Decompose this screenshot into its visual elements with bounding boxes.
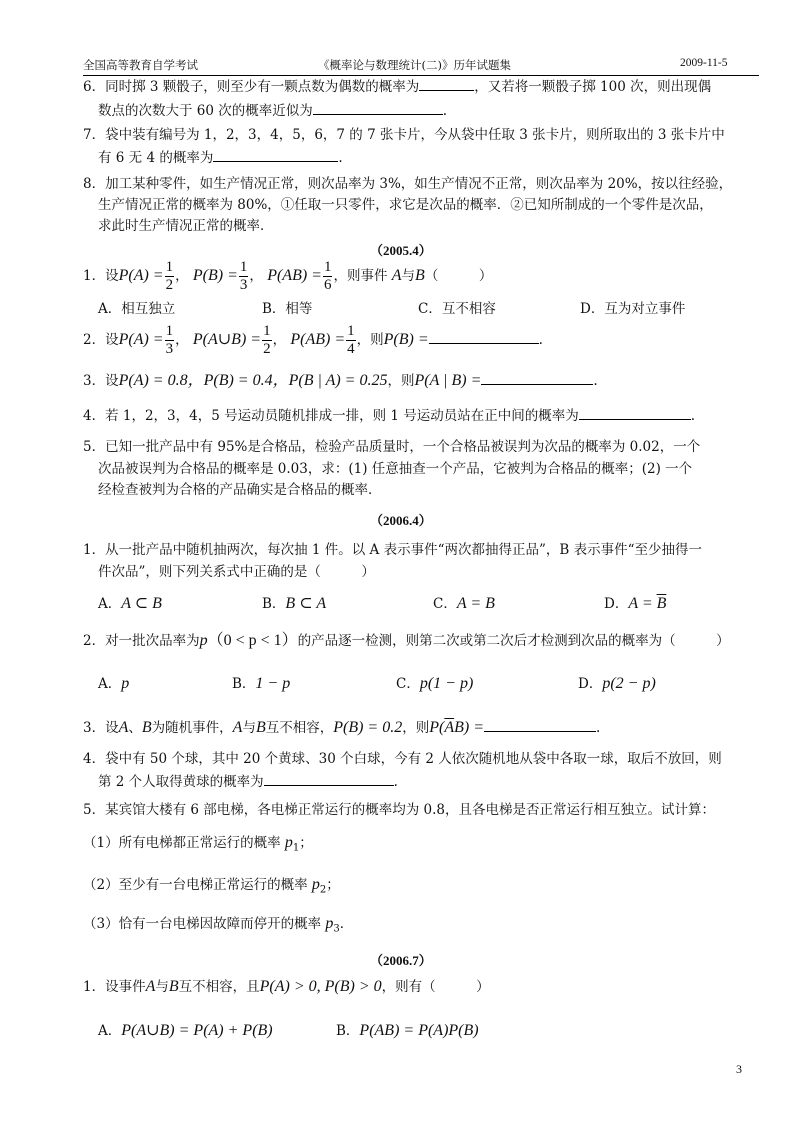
math-expr: P(A) > 0, P(B) > 0 — [259, 978, 382, 995]
2005-question-5-line2: 次品被误判为合格品的概率是 0.03，求：(1) 任意抽查一个产品，它被判为合格品的概率；(2) 一个 — [98, 461, 693, 477]
2006-4-q2-option-d — [578, 675, 656, 693]
page-number: 3 — [736, 1062, 742, 1076]
subscript: 1 — [292, 842, 300, 854]
denominator: 2 — [165, 277, 174, 293]
math-expr: p(2 − p) — [602, 675, 656, 692]
2006-4-q5-part-1 — [83, 834, 313, 858]
punctuation: . — [538, 332, 543, 348]
question-text: ，则事件 — [333, 268, 388, 284]
option-label: C． — [433, 596, 457, 612]
question-text: 互不相容， — [265, 720, 334, 736]
answer-blank[interactable] — [481, 370, 593, 385]
punctuation: . — [393, 774, 398, 790]
2006-4-question-4-line1: 4．袋中有 50 个球，其中 20 个黄球、30 个白球，今有 2 人依次随机地从袋中各取一球，取后不放回，则 — [83, 751, 722, 767]
fraction — [165, 323, 175, 358]
2006-4-q2-option-c — [396, 675, 473, 693]
2006-4-q1-option-b — [262, 595, 326, 613]
2006-4-question-1-line1: 1．从一批产品中随机抽两次，每次抽 1 件。以 A 表示事件“两次都抽得正品”，B 表示事件“至少抽得一 — [83, 542, 703, 558]
question-text: ，则 — [402, 720, 430, 736]
math-var: B — [255, 719, 266, 736]
2005-q1-option-c: C．互不相容 — [418, 301, 496, 317]
question-text: ，则 — [356, 332, 384, 348]
question-text: 3．设 — [83, 720, 119, 736]
2006-4-question-3 — [83, 717, 600, 737]
question-text: 6．同时掷 3 颗骰子，则至少有一颗点数为偶数的概率为 — [83, 79, 420, 95]
answer-paren[interactable]: （ ） — [424, 268, 493, 284]
math-var: B — [168, 978, 179, 995]
fraction — [346, 323, 356, 358]
question-text: 2．设 — [83, 332, 119, 348]
math-expr: （0 < p < 1） — [207, 632, 298, 649]
punctuation: . — [442, 103, 448, 119]
numerator: 1 — [239, 259, 248, 275]
math-expr: P(A | B) = — [414, 372, 482, 389]
2006-4-q1-option-c — [433, 595, 495, 613]
question-6-line1 — [83, 76, 711, 96]
math-expr: P(A) = — [118, 331, 164, 348]
2005-q1-option-d: D．互为对立事件 — [580, 301, 686, 317]
math-expr-complement: $\overline{B}$ — [656, 595, 667, 612]
2006-4-q5-part-3 — [83, 915, 353, 939]
2006-4-q5-part-2 — [83, 876, 340, 900]
question-text: 1．设 — [83, 268, 119, 284]
numerator: 1 — [165, 259, 174, 275]
subscript: 2 — [319, 884, 327, 896]
punctuation: . — [690, 408, 696, 424]
2006-4-q2-option-a — [98, 675, 129, 693]
2006-7-q1-option-a — [98, 1022, 273, 1040]
question-6-line2 — [98, 100, 447, 120]
math-var: B — [415, 267, 425, 284]
math-expr: P(A∪B) = — [192, 331, 262, 348]
2005-question-4 — [83, 405, 695, 425]
math-expr: P(B) = 0.2 — [333, 719, 403, 736]
fraction — [262, 323, 272, 358]
option-label: B． — [336, 1023, 360, 1039]
2006-7-q1-option-b — [336, 1022, 479, 1040]
math-expr: P(AB) = — [290, 331, 346, 348]
2005-question-1: 1．设P(A) = $\frac{1}{2}$ ， P(B) = $\frac{1}{3}$ ， P(AB) = $\frac{1}{6}$ ，则事件 A与B（ ） — [83, 259, 493, 293]
question-text: 3．设 — [83, 373, 119, 389]
question-8-line3: 求此时生产情况正常的概率． — [98, 218, 274, 234]
question-text: 与 — [155, 979, 169, 995]
2006-4-question-5: 5．某宾馆大楼有 6 部电梯，各电梯正常运行的概率均为 0.8，且各电梯是否正常运行相互独立。试计算： — [83, 802, 716, 818]
fraction — [239, 259, 249, 294]
option-label: A． — [98, 1023, 122, 1039]
math-expr: A = — [628, 595, 657, 612]
punctuation: . — [593, 373, 598, 389]
math-var: A — [118, 719, 129, 736]
denominator: 3 — [165, 341, 174, 357]
math-expr: P(AB) = — [267, 267, 322, 284]
denominator: 4 — [347, 341, 355, 357]
question-text: 1．设事件 — [83, 979, 146, 995]
question-text: 为随机事件， — [151, 720, 233, 736]
option-label: D． — [578, 676, 603, 692]
math-var: p — [199, 632, 208, 649]
question-text: 与 — [242, 720, 256, 736]
answer-blank[interactable] — [313, 100, 443, 115]
option-label: D． — [604, 596, 629, 612]
answer-blank[interactable] — [484, 717, 596, 732]
numerator: 1 — [323, 259, 332, 275]
math-expr: p — [121, 675, 130, 692]
answer-blank[interactable] — [579, 405, 691, 420]
2005-question-3 — [83, 370, 598, 390]
math-var: p — [311, 876, 320, 893]
section-title-2005-4: （2005.4） — [370, 243, 432, 258]
2005-question-5-line3: 经检查被判为合格的产品确实是合格品的概率． — [98, 482, 382, 498]
question-text: 的产品逐一检测，则第二次或第二次后才检测到次品的概率为（ ） — [297, 633, 730, 649]
2005-q1-option-a: A．相互独立 — [98, 301, 176, 317]
2005-q1-option-b: B．相等 — [262, 301, 313, 317]
header-left: 全国高等教育自学考试 — [83, 58, 198, 72]
section-title-2006-7: （2006.7） — [370, 953, 432, 968]
denominator: 6 — [323, 277, 332, 293]
punctuation: . — [338, 150, 343, 166]
math-expr: P(A) = 0.8，P(B) = 0.4，P(B | A) = 0.25 — [118, 372, 388, 389]
math-var: p — [284, 834, 293, 851]
question-text: 4．若 1，2，3，4，5 号运动员随机排成一排，则 1 号运动员站在正中间的概率为 — [83, 408, 579, 424]
question-text: （3）恰有一台电梯因故障而停开的概率 — [83, 916, 322, 932]
punctuation: . — [596, 720, 601, 736]
option-label: A． — [98, 596, 122, 612]
math-expr: P(B) = — [383, 331, 429, 348]
section-title-2006-4: （2006.4） — [370, 513, 432, 528]
math-expr: A ⊂ B — [121, 595, 162, 612]
math-expr: P( — [429, 719, 445, 736]
math-expr: P(AB) = P(A)P(B) — [359, 1022, 479, 1039]
numerator: 1 — [263, 323, 271, 339]
question-text: ，则有（ ） — [381, 979, 490, 995]
numerator: 1 — [165, 323, 174, 339]
question-7-line2 — [98, 147, 343, 167]
math-var: A — [391, 267, 402, 284]
punctuation: ； — [299, 835, 313, 851]
question-text: 与 — [401, 268, 416, 284]
math-var: A — [145, 978, 156, 995]
2006-4-question-1-line2: 件次品”，则下列关系式中正确的是（ ） — [98, 564, 375, 580]
math-var: A — [232, 719, 243, 736]
question-text: ，又若将一颗骰子掷 100 次，则出现偶 — [474, 79, 712, 95]
question-8-line1: 8．加工某种零件，如生产情况正常，则次品率为 3%，如生产情况不正常，则次品率为 20%，按以往经验， — [83, 176, 733, 192]
option-label: B． — [262, 596, 286, 612]
math-complement: $\overline{A}$ — [444, 719, 455, 736]
option-label: C． — [396, 676, 420, 692]
2006-4-q1-option-a — [98, 595, 162, 613]
denominator: 2 — [263, 341, 271, 357]
2006-4-q1-option-d — [604, 595, 666, 613]
punctuation: ； — [326, 877, 340, 893]
answer-blank[interactable] — [419, 76, 474, 91]
math-expr: p(1 − p) — [419, 675, 474, 692]
question-8-line2: 生产情况正常的概率为 80%，①任取一只零件，求它是次品的概率．②已知所制成的一个零件是次品， — [98, 197, 713, 213]
question-text: （2）至少有一台电梯正常运行的概率 — [83, 877, 308, 893]
question-text: 第 2 个人取得黄球的概率为 — [98, 774, 264, 790]
punctuation: ． — [339, 916, 354, 932]
math-expr: B ⊂ A — [285, 595, 327, 612]
question-text: 有 6 无 4 的概率为 — [98, 150, 214, 166]
header-title: 《概率论与数理统计(二)》历年试题集 — [318, 58, 511, 72]
header-date: 2009-11-5 — [680, 57, 728, 69]
question-text: 互不相容，且 — [178, 979, 260, 995]
question-text: ，则 — [387, 373, 415, 389]
math-var: B — [141, 719, 152, 736]
fraction — [323, 259, 333, 294]
answer-blank[interactable] — [213, 147, 338, 162]
math-expr: P(A∪B) = P(A) + P(B) — [121, 1022, 273, 1039]
2006-4-question-4-line2 — [98, 771, 398, 791]
question-7-line1: 7．袋中装有编号为 1，2，3，4，5，6，7 的 7 张卡片，今从袋中任取 3 张卡片，则所取出的 3 张卡片中 — [83, 127, 725, 143]
subscript: 3 — [333, 923, 340, 935]
2005-question-5-line1: 5．已知一批产品中有 95%是合格品，检验产品质量时，一个合格品被误判为次品的概率为 0.02，一个 — [83, 439, 701, 455]
question-text: 、 — [128, 720, 142, 736]
math-expr: P(A) = — [118, 267, 164, 284]
option-label: B． — [232, 676, 256, 692]
answer-blank[interactable] — [429, 329, 539, 344]
math-expr: A = B — [456, 595, 495, 612]
math-expr: 1 − p — [255, 675, 291, 692]
denominator: 3 — [239, 277, 248, 293]
fraction — [165, 259, 175, 294]
math-expr: P(B) = — [192, 267, 238, 284]
question-text: （1）所有电梯都正常运行的概率 — [83, 835, 281, 851]
question-text: 数点的次数大于 60 次的概率近似为 — [98, 103, 313, 119]
math-var: p — [325, 915, 334, 932]
2006-7-question-1 — [83, 978, 490, 996]
2006-4-q2-option-b — [232, 675, 290, 693]
question-text: 2．对一批次品率为 — [83, 633, 200, 649]
numerator: 1 — [347, 323, 355, 339]
math-expr: B) = — [454, 719, 485, 736]
2006-4-question-2 — [83, 632, 730, 650]
option-label: A． — [98, 676, 122, 692]
answer-blank[interactable] — [264, 771, 394, 786]
2005-question-2: 2．设P(A) = $\frac{1}{3}$ ， P(A∪B) = $\frac{1}{2}$ ， P(AB) = $\frac{1}{4}$ ，则P(B) = . — [83, 323, 543, 357]
